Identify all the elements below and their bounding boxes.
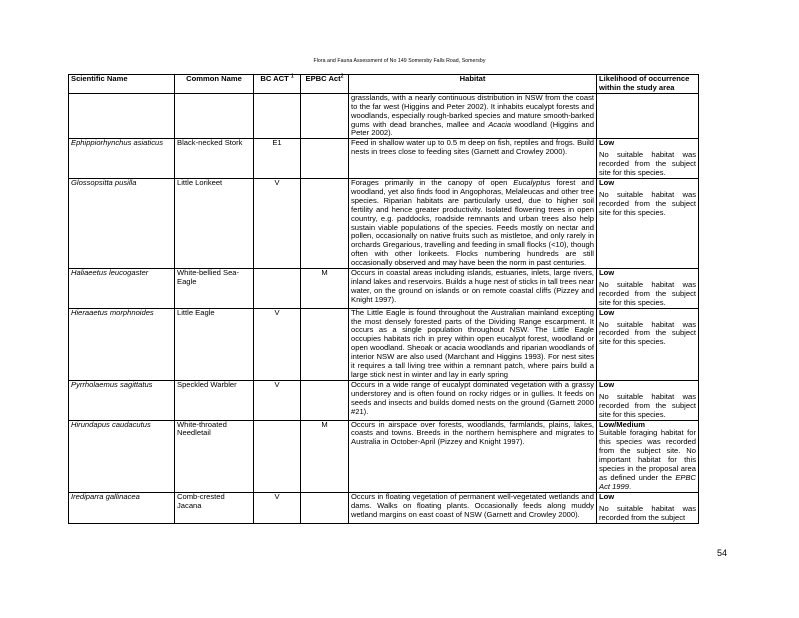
likelihood-text: No suitable habitat was recorded from the subject site for this species.	[599, 319, 696, 347]
col-header-epbc-act	[301, 75, 349, 94]
common-name-cell: Speckled Warbler	[175, 380, 254, 420]
col-header-common-name: Common Name	[175, 75, 254, 94]
col-header-bc-act	[254, 75, 301, 94]
scientific-name-cell: Glossopsitta pusilla	[69, 178, 175, 268]
table-row	[69, 380, 699, 420]
page-number: 54	[717, 548, 728, 558]
bc-act-cell: E1	[254, 139, 301, 179]
likelihood-cell	[597, 269, 699, 309]
bc-act-cell: V	[254, 380, 301, 420]
habitat-cell: Feed in shallow water up to 0.5 m deep on fish, reptiles and frogs. Build nests in trees close to feeding sites (Garnett and Crowley 2000).	[349, 139, 597, 179]
habitat-cell: Forages primarily in the canopy of open Eucalyptus forest and woodland, yet also finds food in Angophoras, Melaleucas and other tree species. Riparian habitats are particularly used, due to higher soil fertility and hence greater productivity. Isolated flowering trees in open country, e.g. paddocks, roadside remnants and urban trees also help sustain viable populations of the species. Feeds mostly on nectar and pollen, occasionally on native fruits such as mistletoe, and only rarely in orchards Gregarious, travelling and feeding in small flocks (<10), though often with other lorikeets. Flocks numbering hundreds are still occasionally observed and may have been the norm in past centuries.	[349, 178, 597, 268]
likelihood-level: Low	[599, 491, 615, 501]
italic-term: EPBC Act 1999	[599, 472, 696, 491]
likelihood-text: No suitable habitat was recorded from the subject	[599, 503, 696, 522]
habitat-cell: Occurs in a wide range of eucalypt dominated vegetation with a grassy understorey and is often found on rocky ridges or in gullies. It feeds on seeds and insects and builds domed nests on the ground (Garnett 2000 #21).	[349, 380, 597, 420]
likelihood-cell	[597, 492, 699, 523]
bc-act-cell: V	[254, 308, 301, 380]
table-row	[69, 93, 699, 139]
bc-act-cell	[254, 269, 301, 309]
habitat-cell: Occurs in airspace over forests, woodlands, farmlands, plains, lakes, coasts and towns. Breeds in the northern hemisphere and migrates to Australia in October-April (Pizzey and Knight 1997).	[349, 420, 597, 492]
table-body	[69, 93, 699, 523]
col-header-epbc-act-label: EPBC Act	[305, 74, 341, 83]
page-header: Flora and Fauna Assessment of No 149 Somersby Falls Road, Somersby	[313, 58, 486, 64]
col-header-epbc-act-sup: 2	[340, 73, 344, 80]
scientific-name-cell: Irediparra gallinacea	[69, 492, 175, 523]
table-row	[69, 420, 699, 492]
epbc-act-cell	[301, 178, 349, 268]
table-row	[69, 269, 699, 309]
common-name-cell: Little Lorikeet	[175, 178, 254, 268]
epbc-act-cell: M	[301, 420, 349, 492]
habitat-cell: The Little Eagle is found throughout the Australian mainland excepting the most densely forested parts of the Dividing Range escarpment. It occurs as a single population throughout NSW. The Little Eagle occupies habitats rich in prey within open eucalypt forest, woodland or open woodland. Sheoak or acacia woodlands and riparian woodlands of interior NSW are also used (Marchant and Higgins 1993). For nest sites it requires a tall living tree within a remnant patch, where pairs build a large stick nest in winter and lay in early spring	[349, 308, 597, 380]
species-table	[68, 74, 699, 524]
habitat-cell: Occurs in coastal areas including islands, estuaries, inlets, large rivers, inland lakes and reservoirs. Builds a huge nest of sticks in tall trees near water, on the ground on islands or on remote coastal cliffs (Pizzey and Knight 1997).	[349, 269, 597, 309]
common-name-cell: Comb-crested Jacana	[175, 492, 254, 523]
likelihood-level: Low	[599, 379, 615, 389]
likelihood-level: Low	[599, 268, 615, 278]
likelihood-text: No suitable habitat was recorded from the subject site for this species.	[599, 391, 696, 419]
scientific-name-cell: Ephippiorhynchus asiaticus	[69, 139, 175, 179]
table-header-row	[69, 75, 699, 94]
scientific-name-cell: Pyrrholaemus sagittatus	[69, 380, 175, 420]
likelihood-level: Low/Medium	[599, 419, 645, 429]
table-row	[69, 492, 699, 523]
epbc-act-cell	[301, 380, 349, 420]
table-row	[69, 139, 699, 179]
likelihood-level: Low	[599, 177, 615, 187]
common-name-cell	[175, 93, 254, 139]
common-name-cell: Little Eagle	[175, 308, 254, 380]
likelihood-cell	[597, 139, 699, 179]
epbc-act-cell	[301, 93, 349, 139]
likelihood-cell	[597, 308, 699, 380]
common-name-cell: White-bellied Sea-Eagle	[175, 269, 254, 309]
habitat-cell: Occurs in floating vegetation of permanent well-vegetated wetlands and dams. Walks on floating plants. Occasionally feeds along muddy wetland margins on east coast of NSW (Garnett and Crowley 2000).	[349, 492, 597, 523]
bc-act-cell: V	[254, 178, 301, 268]
scientific-name-cell: Hirundapus caudacutus	[69, 420, 175, 492]
epbc-act-cell	[301, 492, 349, 523]
italic-term: Eucalyptus	[513, 177, 551, 187]
table-row	[69, 308, 699, 380]
habitat-cell: grasslands, with a nearly continuous distribution in NSW from the coast to the far west (Higgins and Peter 2002). It inhabits eucalypt forests and woodlands, especially rough-barked species and mature smooth-barked gums with dead branches, mallee and Acacia woodland (Higgins and Peter 2002).	[349, 93, 597, 139]
scientific-name-cell: Haliaeetus leucogaster	[69, 269, 175, 309]
table-row	[69, 178, 699, 268]
epbc-act-cell: M	[301, 269, 349, 309]
likelihood-text: No suitable habitat was recorded from the subject site for this species.	[599, 189, 696, 217]
likelihood-text: No suitable habitat was recorded from the subject site for this species.	[599, 279, 696, 307]
likelihood-cell	[597, 420, 699, 492]
scientific-name-cell: Hieraaetus morphnoides	[69, 308, 175, 380]
common-name-cell: White-throated Needletail	[175, 420, 254, 492]
likelihood-level: Low	[599, 307, 615, 317]
likelihood-text: Suitable foraging habitat for this species was recorded from the subject site. No important habitat for this species in the proposal area as defined under the EPBC Act 1999.	[599, 428, 696, 491]
col-header-scientific-name: Scientific Name	[69, 75, 175, 94]
bc-act-cell	[254, 420, 301, 492]
scientific-name-cell	[69, 93, 175, 139]
col-header-likelihood: Likelihood of occurrence within the study area	[597, 75, 699, 94]
likelihood-cell	[597, 380, 699, 420]
col-header-bc-act-sup: 1	[290, 73, 294, 80]
italic-term: Acacia	[488, 119, 512, 129]
epbc-act-cell	[301, 308, 349, 380]
bc-act-cell: V	[254, 492, 301, 523]
common-name-cell: Black-necked Stork	[175, 139, 254, 179]
likelihood-cell	[597, 93, 699, 139]
likelihood-cell	[597, 178, 699, 268]
col-header-habitat: Habitat	[349, 75, 597, 94]
epbc-act-cell	[301, 139, 349, 179]
likelihood-text: No suitable habitat was recorded from the subject site for this species.	[599, 150, 696, 178]
bc-act-cell	[254, 93, 301, 139]
likelihood-level: Low	[599, 138, 615, 148]
col-header-bc-act-label: BC ACT	[260, 74, 289, 83]
